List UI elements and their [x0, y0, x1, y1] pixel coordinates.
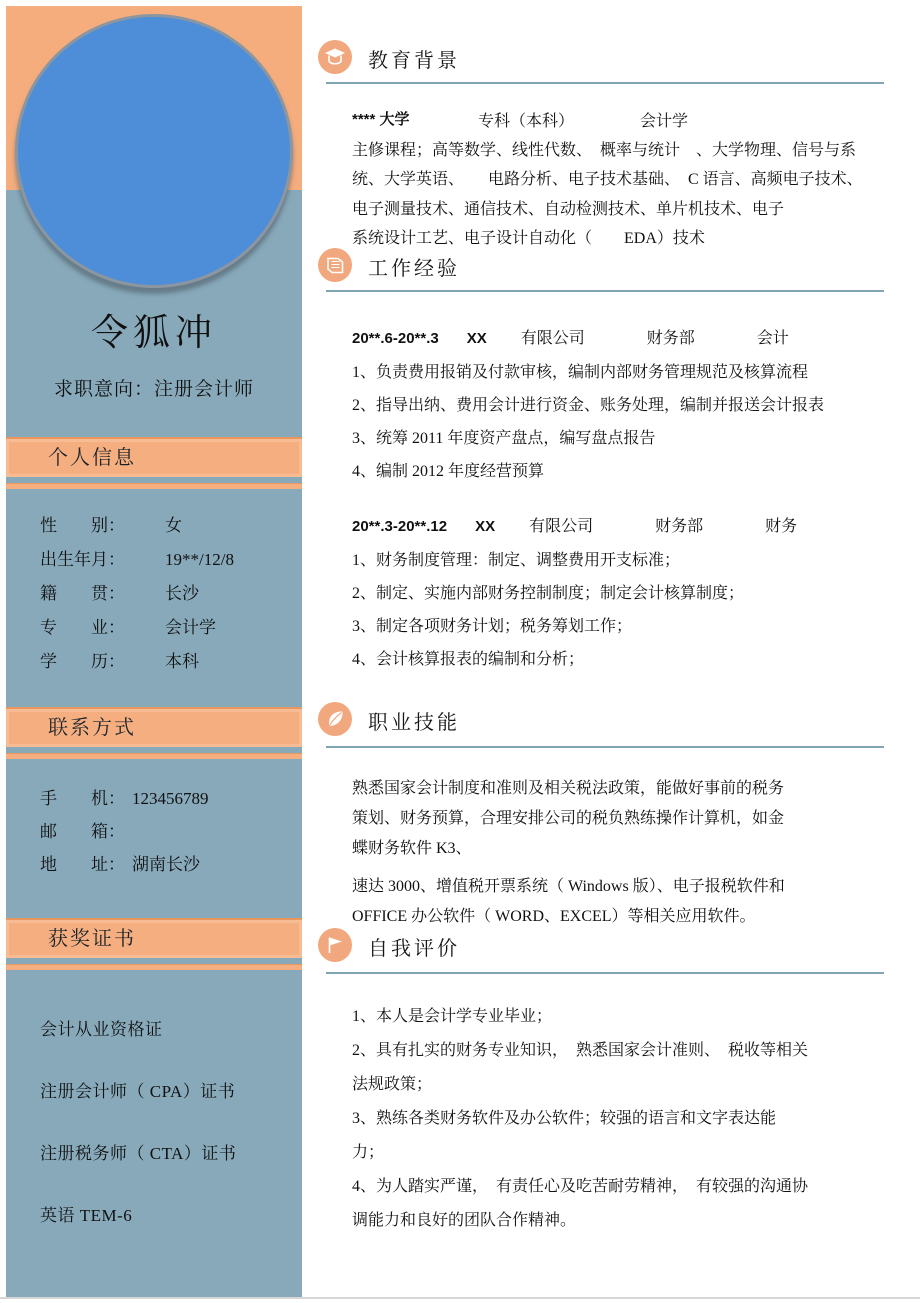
sidebar	[6, 6, 302, 1297]
education-line: 系统设计工艺、电子设计自动化（ EDA）技术	[352, 230, 705, 248]
info-label: 出生年月：	[40, 550, 125, 569]
skills-icon	[318, 702, 352, 736]
photo-placeholder	[15, 14, 293, 288]
job2-duties	[352, 544, 912, 676]
skills-line: 速达 3000、增值税开票系统（ Windows 版）、电子报税软件和	[352, 878, 785, 895]
divider-strip	[6, 753, 302, 759]
skills-section-title: 职业技能	[368, 712, 460, 734]
contact-value: 123456789	[132, 789, 209, 808]
divider-strip	[6, 483, 302, 489]
awards-list	[40, 996, 294, 1244]
evaluation-lines	[352, 1000, 912, 1238]
degree: 专科（本科）	[478, 113, 575, 130]
job2-duty: 2、制定、实施内部财务控制制度；制定会计核算制度；	[352, 585, 745, 602]
info-value: 女	[165, 516, 182, 535]
education-icon	[318, 40, 352, 74]
job1-company-suffix: 有限公司	[520, 330, 585, 347]
job2-role: 财务	[765, 518, 798, 535]
contact-row-email	[40, 815, 292, 848]
education-summary-row	[352, 108, 688, 131]
job1-role: 会计	[756, 330, 789, 347]
job2-company: XX	[475, 518, 496, 535]
school-name: **** 大学	[352, 111, 410, 128]
job2-duty: 1、财务制度管理：制定、调整费用开支标准；	[352, 552, 681, 569]
education-line: 主修课程；高等数学、线性代数、 概率与统计 、大学物理、信号与系	[352, 142, 857, 159]
experience-section-title: 工作经验	[368, 258, 460, 280]
job2-duty: 3、制定各项财务计划；税务筹划工作；	[352, 618, 633, 635]
info-row-birthdate	[40, 543, 292, 577]
personal-info-header	[6, 437, 302, 477]
page-edge	[0, 1297, 920, 1299]
skills-line: 蝶财务软件 K3、	[352, 840, 472, 857]
award-item: 会计从业资格证	[40, 1019, 163, 1039]
job1-duties	[352, 356, 912, 488]
info-label: 学 历：	[40, 652, 125, 671]
section-divider	[326, 746, 884, 748]
info-value: 本科	[165, 652, 199, 671]
self-evaluation-icon	[318, 928, 352, 962]
personal-info-rows	[40, 509, 292, 679]
contact-header	[6, 707, 302, 747]
job2-header	[352, 510, 797, 543]
evaluation-line: 1、本人是会计学专业毕业；	[352, 1008, 553, 1025]
job2-company-suffix: 有限公司	[529, 518, 594, 535]
awards-header	[6, 918, 302, 958]
work-experience-icon	[318, 248, 352, 282]
contact-rows	[40, 782, 292, 881]
job1-department: 财务部	[646, 330, 695, 347]
divider-strip	[6, 964, 302, 970]
info-label: 籍 贯：	[40, 584, 125, 603]
info-value: 长沙	[165, 584, 199, 603]
job2-duty: 4、会计核算报表的编制和分析；	[352, 651, 585, 668]
main-content	[318, 0, 914, 1303]
skills-line: 熟悉国家会计制度和准则及相关税法政策，能做好事前的税务	[352, 780, 785, 797]
info-row-gender	[40, 509, 292, 543]
info-row-hometown	[40, 577, 292, 611]
evaluation-section-title: 自我评价	[368, 938, 460, 960]
education-courses	[352, 136, 912, 254]
evaluation-line: 4、为人踏实严谨， 有责任心及吃苦耐劳精神， 有较强的沟通协	[352, 1178, 809, 1195]
job1-company: XX	[466, 330, 487, 347]
education-line: 电子测量技术、通信技术、自动检测技术、单片机技术、电子	[352, 200, 785, 218]
evaluation-line: 3、熟练各类财务软件及办公软件；较强的语言和文字表达能	[352, 1110, 777, 1127]
section-divider	[326, 972, 884, 974]
job-objective: 求职意向：注册会计师	[53, 379, 254, 400]
section-divider	[326, 290, 884, 292]
info-label: 专 业：	[40, 618, 125, 637]
info-value: 19**/12/8	[165, 550, 234, 569]
evaluation-line: 力；	[352, 1144, 385, 1161]
awards-title: 获奖证书	[48, 928, 136, 950]
award-item: 注册税务师（ CTA）证书	[40, 1143, 237, 1163]
job2-period: 20**.3-20**.12	[352, 518, 448, 535]
award-item: 注册会计师（ CPA）证书	[40, 1081, 236, 1101]
info-label: 性 别：	[40, 516, 125, 535]
evaluation-line: 2、具有扎实的财务专业知识， 熟悉国家会计准则、 税收等相关	[352, 1042, 809, 1059]
skills-paragraph-1	[352, 774, 912, 864]
contact-label: 手 机：	[40, 789, 125, 808]
job1-duty: 3、统筹 2011 年度资产盘点，编写盘点报告	[352, 430, 656, 447]
skills-line: OFFICE 办公软件（ WORD、EXCEL）等相关应用软件。	[352, 908, 756, 925]
evaluation-line: 调能力和良好的团队合作精神。	[352, 1212, 577, 1229]
section-divider	[326, 82, 884, 84]
contact-value: 湖南长沙	[132, 855, 200, 874]
contact-label: 邮 箱：	[40, 822, 125, 841]
info-row-major	[40, 611, 292, 645]
major: 会计学	[640, 113, 689, 130]
job1-duty: 2、指导出纳、费用会计进行资金、账务处理，编制并报送会计报表	[352, 397, 825, 414]
education-section-title: 教育背景	[368, 50, 460, 72]
evaluation-line: 法规政策；	[352, 1076, 433, 1093]
job1-period: 20**.6-20**.3	[352, 330, 439, 347]
personal-info-title: 个人信息	[48, 447, 136, 469]
education-line: 统、大学英语、 电路分析、电子技术基础、 C 语言、高频电子技术、	[352, 171, 863, 189]
contact-label: 地 址：	[40, 855, 125, 874]
award-item: 英语 TEM-6	[40, 1205, 133, 1225]
info-value: 会计学	[165, 618, 216, 637]
job1-header	[352, 322, 789, 355]
info-row-degree	[40, 645, 292, 679]
job1-duty: 1、负责费用报销及付款审核，编制内部财务管理规范及核算流程	[352, 364, 809, 381]
job2-department: 财务部	[655, 518, 704, 535]
candidate-name: 令狐冲	[91, 313, 217, 354]
skills-line: 策划、财务预算，合理安排公司的税负熟练操作计算机，如金	[352, 810, 785, 827]
contact-title: 联系方式	[48, 717, 136, 739]
job1-duty: 4、编制 2012 年度经营预算	[352, 463, 545, 480]
contact-row-phone	[40, 782, 292, 815]
skills-paragraph-2	[352, 872, 912, 932]
contact-row-address	[40, 848, 292, 881]
